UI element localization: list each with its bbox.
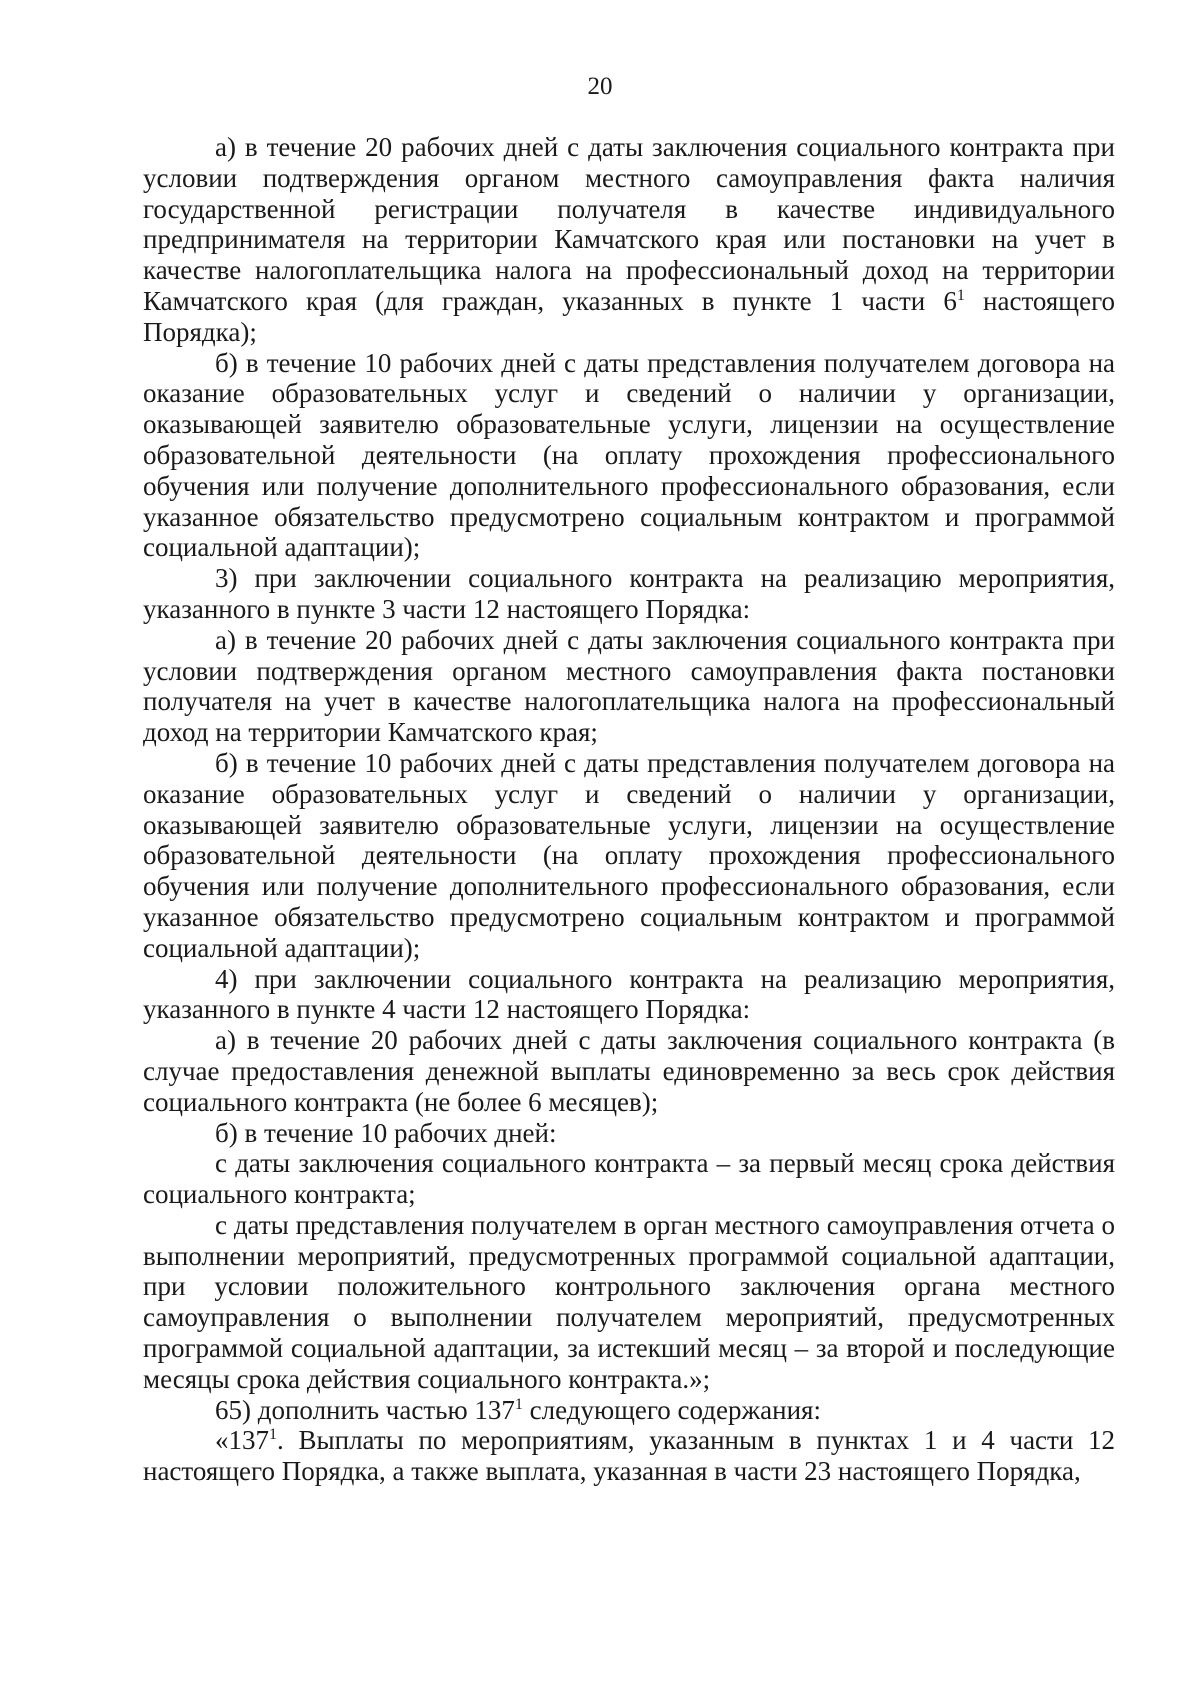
superscript: 1 <box>514 1395 523 1413</box>
paragraph-b-section2: б) в течение 10 рабочих дней с даты представления получателем договора на оказание образовательных услуг и сведений о наличии у организации, оказывающей заявителю образовательные услуги, лицензии на осуществление образовательной деятельности (на оплату прохождения профессионального обучения или получение дополнительного профессионального образования, если указанное обязательство предусмотрено социальным контрактом и программой социальной адаптации); <box>143 347 1115 563</box>
superscript: 1 <box>956 286 965 304</box>
paragraph-a-section3: а) в течение 20 рабочих дней с даты заключения социального контракта при условии подтверждения органом местного самоуправления факта постановки получателя на учет в качестве налогоплательщика налога на профессиональный доход на территории Камчатского края; <box>143 624 1115 748</box>
paragraph-a-section4: а) в течение 20 рабочих дней с даты заключения социального контракта (в случае предоставления денежной выплаты единовременно за весь срок действия социального контракта (не более 6 месяцев); <box>143 1025 1115 1117</box>
paragraph-text: «137 <box>215 1425 269 1456</box>
paragraph-b-section4: б) в течение 10 рабочих дней: <box>215 1117 557 1148</box>
paragraph-text: следующего содержания: <box>522 1394 821 1425</box>
paragraph-text: 65) дополнить частью 137 <box>215 1394 515 1425</box>
paragraph-text: . Выплаты по мероприятиям, указанным в пунктах 1 и 4 части 12 настоящего Порядка, а также выплата, указанная в части 23 настоящего Порядка, <box>143 1425 1115 1487</box>
paragraph-first-month: с даты заключения социального контракта – за первый месяц срока действия социального контракта; <box>143 1148 1115 1210</box>
paragraph-b-section3: б) в течение 10 рабочих дней с даты представления получателем договора на оказание образовательных услуг и сведений о наличии у организации, оказывающей заявителю образовательные услуги, лицензии на осуществление образовательной деятельности (на оплату прохождения профессионального обучения или получение дополнительного профессионального образования, если указанное обязательство предусмотрено социальным контрактом и программой социальной адаптации); <box>143 747 1115 963</box>
paragraph-item-65 <box>143 1395 1115 1426</box>
superscript: 1 <box>269 1426 277 1444</box>
paragraph-part-137-1 <box>143 1425 1115 1487</box>
document-body <box>143 132 1115 1487</box>
paragraph-text: настоящего Порядка); <box>143 285 1115 347</box>
paragraph-a-section2 <box>143 132 1115 348</box>
paragraph-following-months: с даты представления получателем в орган местного самоуправления отчета о выполнении мероприятий, предусмотренных программой социальной адаптации, при условии положительного контрольного заключения органа местного самоуправления о выполнении получателем мероприятий, предусмотренных программой социальной адаптации, за истекший месяц – за второй и последующие месяцы срока действия социального контракта.»; <box>143 1209 1115 1394</box>
paragraph-text: а) в течение 20 рабочих дней с даты заключения социального контракта при условии подтверждения органом местного самоуправления факта наличия государственной регистрации получателя в качестве индивидуального предпринимателя на территории Камчатского края или постановки на учет в качестве налогоплательщика налога на профессиональный доход на территории Камчатского края (для граждан, указанных в пункте 1 части 6 <box>143 132 1115 316</box>
paragraph-item-4: 4) при заключении социального контракта на реализацию мероприятия, указанного в пункте 4 части 12 настоящего Порядка: <box>143 963 1115 1025</box>
paragraph-item-3: 3) при заключении социального контракта на реализацию мероприятия, указанного в пункте 3 части 12 настоящего Порядка: <box>143 563 1115 624</box>
page-number: 20 <box>587 73 613 100</box>
